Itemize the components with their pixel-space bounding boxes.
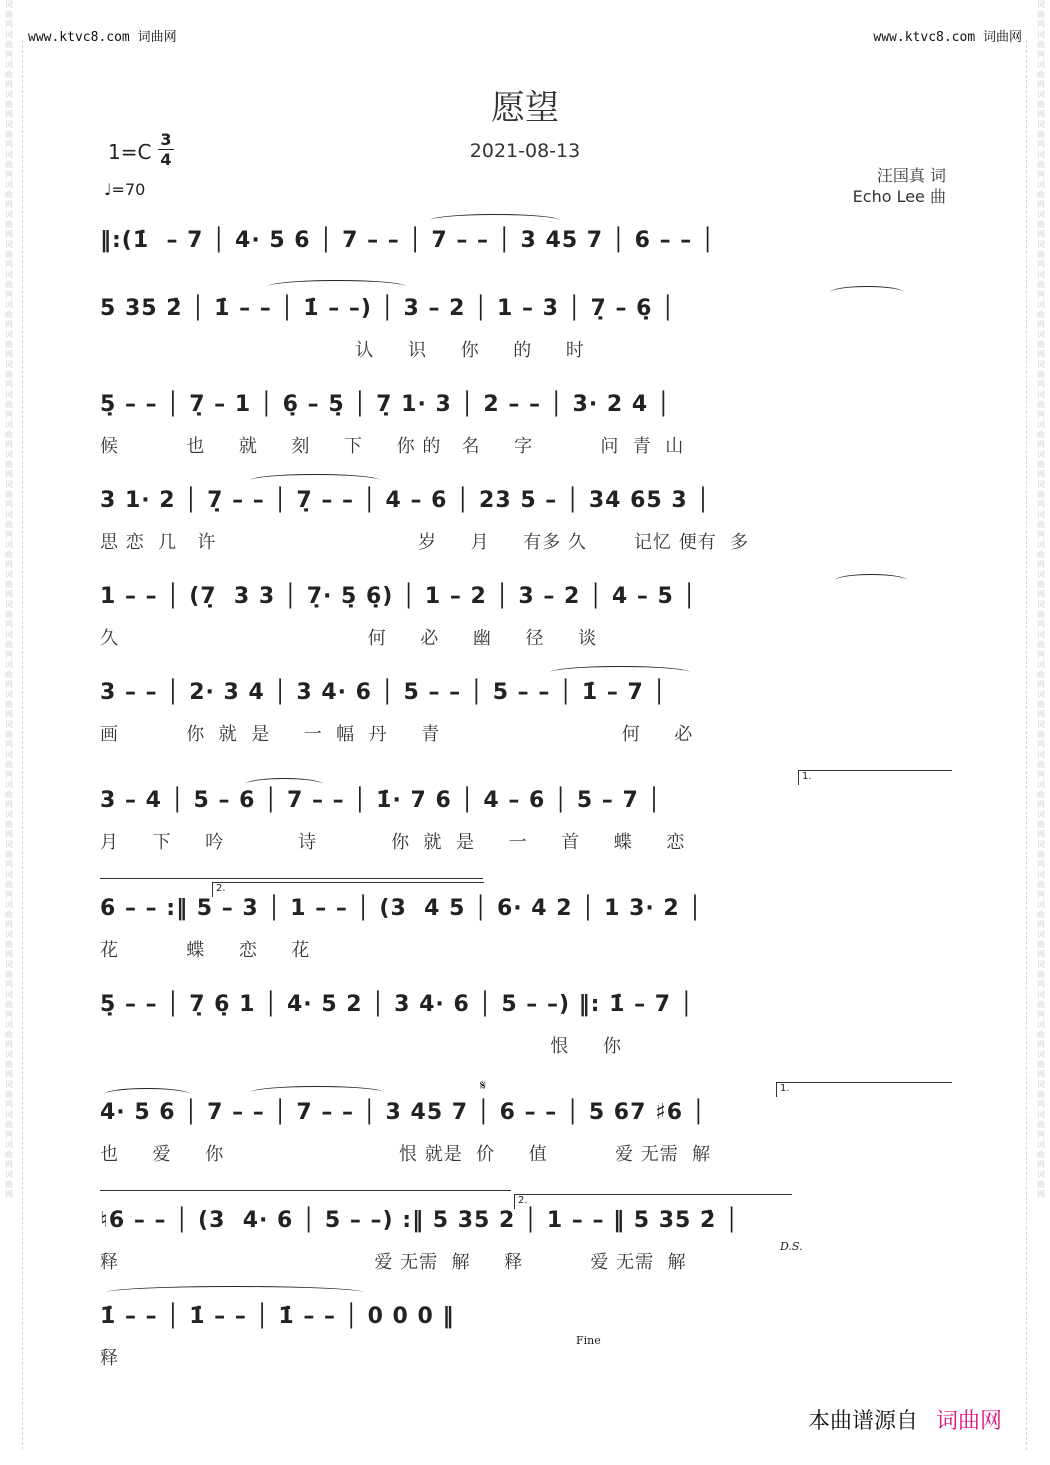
left-divider <box>22 40 23 1450</box>
slur-arc <box>245 778 323 791</box>
ds-marking: D.S. <box>780 1240 803 1253</box>
song-date: 2021-08-13 <box>469 140 581 162</box>
time-signature <box>158 130 174 169</box>
first-ending: 1. <box>798 770 952 785</box>
source-text: 本曲谱源自 <box>807 1409 918 1434</box>
site-link-left[interactable] <box>28 26 177 45</box>
lyrics-line: 释 爱 无需 解 释 爱 无需 解 <box>100 1252 687 1273</box>
site-cn-left: 词曲网 <box>137 30 177 45</box>
lyrics-line: 月 下 吟 诗 你 就 是 一 首 蝶 恋 <box>100 832 686 853</box>
tie-arc <box>550 666 690 679</box>
lyrics-line: 认 识 你 的 时 <box>100 340 585 361</box>
composer-credit: Echo Lee 曲 <box>852 187 946 206</box>
second-ending: 2. <box>212 882 484 897</box>
first-ending-cont <box>100 1190 511 1205</box>
song-title: 愿望 <box>491 88 559 128</box>
slur-arc <box>835 574 907 587</box>
tie-arc <box>250 474 380 487</box>
notes-line: 5̣ – – │ 7̣ 6̣ 1 │ 4· 5 2 │ 3 4· 6 │ 5 – –) ‖: 1̇ – 7 │ <box>100 992 694 1017</box>
site-url-right: www.ktvc8.com <box>873 30 976 45</box>
notes-line: 5̣ – – │ 7̣ – 1 │ 6̣ – 5̣ │ 7̣ 1· 3 │ 2 – – │ 3· 2 4 │ <box>100 392 672 417</box>
fine-marking: Fine <box>576 1334 601 1347</box>
lyrics-line: 久 何 必 幽 径 谈 <box>100 628 598 649</box>
lyrics-line: 画 你 就 是 一 幅 丹 青 何 必 <box>100 724 694 745</box>
lyrics-line: 候 也 就 刻 下 你 的 名 字 问 青 山 <box>100 436 685 457</box>
tempo-marking <box>104 180 145 199</box>
second-ending: 2. <box>514 1194 792 1209</box>
notes-line: 5 35 2̇ │ 1̇ – – │ 1̇ – –) │ 3 – 2 │ 1 – 3 │ 7̣ – 6̣ │ <box>100 296 676 321</box>
notes-line: 6 – – :‖ 5 – 3 │ 1 – – │ (3 4 5 │ 6· 4 2 │ 1 3· 2 │ <box>100 896 703 921</box>
site-url-left: www.ktvc8.com <box>28 30 130 45</box>
tie-arc <box>268 280 406 293</box>
edge-watermark-right: 词曲网词曲网词曲网词曲网词曲网词曲网词曲网词曲网词曲网词曲网词曲网词曲网词曲网词曲网词曲网词曲网词曲网词曲网词曲网词曲网词曲网词曲网词曲网词曲网词曲网词曲网词曲网词曲网词曲网词曲网词曲网词曲网词曲网词曲网词曲网词曲网词曲网词曲网词曲网词曲网 <box>1037 0 1045 1199</box>
lyrics-line: 也 爱 你 恨 就是 价 值 爱 无需 解 <box>100 1144 712 1165</box>
time-top: 3 <box>160 130 172 149</box>
lyricist-credit: 汪国真 词 <box>876 166 946 185</box>
first-ending: 1. <box>776 1082 952 1097</box>
quarter-note-icon: ♩ <box>104 180 112 199</box>
lyrics-line: 花 蝶 恋 花 <box>100 940 311 961</box>
site-cn-right: 词曲网 <box>982 30 1022 45</box>
slur-arc <box>104 1088 190 1101</box>
tie-arc <box>430 214 560 227</box>
time-bottom: 4 <box>158 149 174 169</box>
notes-line: 1 – – │ (7̣ 3 3 │ 7̣· 5̣ 6̣) │ 1 – 2 │ 3 – 2 │ 4 – 5 │ <box>100 584 697 609</box>
lyrics-line: 思 恋 几 许 岁 月 有多 久 记忆 便有 多 <box>100 532 750 553</box>
right-divider <box>1026 40 1027 1450</box>
edge-watermark-left: 词曲网词曲网词曲网词曲网词曲网词曲网词曲网词曲网词曲网词曲网词曲网词曲网词曲网词曲网词曲网词曲网词曲网词曲网词曲网词曲网词曲网词曲网词曲网词曲网词曲网词曲网词曲网词曲网词曲网词曲网词曲网词曲网词曲网词曲网词曲网词曲网词曲网词曲网词曲网词曲网 <box>5 0 13 1199</box>
tie-arc <box>250 1086 384 1099</box>
brand-link[interactable]: 词曲网 <box>935 1409 1002 1434</box>
notes-line: 3 – 4 │ 5 – 6 │ 7 – – │ 1̇· 7 6 │ 4 – 6 │ 5 – 7 │ <box>100 788 662 813</box>
notes-line: ‖:(1̇ – 7 │ 4· 5 6 │ 7 – – │ 7 – – │ 3 45 7 │ 6 – – │ <box>100 228 716 253</box>
lyrics-line: 释 <box>100 1348 119 1369</box>
notes-line: ♮6 – – │ (3 4· 6 │ 5 – –) :‖ 5 35 2 │ 1 – – ‖ 5 35 2̇ │ <box>100 1208 740 1233</box>
lyrics-line: 恨 你 <box>100 1036 622 1057</box>
notes-line: 1̇ – – │ 1̇ – – │ 1̇ – – │ 0 0 0 ‖ <box>100 1304 455 1329</box>
segno-icon: 𝄋 <box>480 1078 487 1094</box>
source-footer <box>808 1404 1002 1435</box>
slur-arc <box>830 286 904 299</box>
site-link-right[interactable] <box>873 26 1022 45</box>
notes-line: 4· 5 6 │ 7 – – │ 7 – – │ 3 45 7 │ 6 – – │ 5 67 ♯6 │ <box>100 1100 706 1125</box>
notes-line: 3 1· 2 │ 7̣ – – │ 7̣ – – │ 4 – 6 │ 23 5 – │ 34 65 3 │ <box>100 488 711 513</box>
tie-arc <box>106 1286 364 1299</box>
key-signature: 1=C <box>108 140 152 164</box>
tempo-value: =70 <box>111 180 146 199</box>
notes-line: 3 – – │ 2· 3 4 │ 3 4· 6 │ 5 – – │ 5 – – │ 1̇ – 7 │ <box>100 680 667 705</box>
